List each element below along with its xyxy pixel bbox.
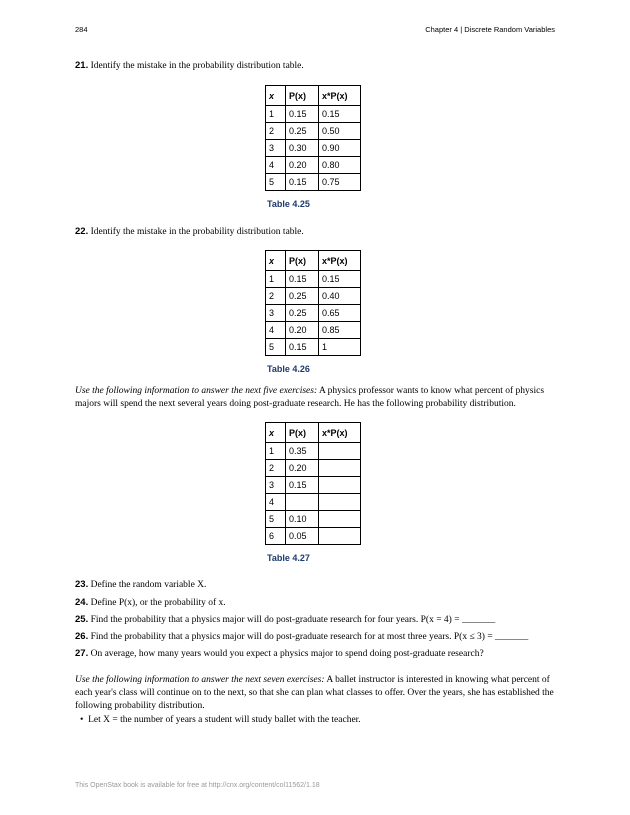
- cell-x: 5: [266, 511, 286, 528]
- question-25: [75, 613, 560, 627]
- cell-px: 0.15: [286, 339, 319, 356]
- column-header-xpx: x*P(x): [319, 251, 361, 271]
- cell-x: 5: [266, 174, 286, 191]
- cell-px: 0.15: [286, 174, 319, 191]
- bullet-marker: •: [80, 715, 84, 725]
- question-text: Identify the mistake in the probability distribution table.: [90, 61, 304, 71]
- column-header-px: P(x): [286, 251, 319, 271]
- cell-xpx: [319, 460, 361, 477]
- list-item-text: Let X = the number of years a student will study ballet with the teacher.: [88, 715, 361, 725]
- column-header-x: x: [266, 86, 286, 106]
- intro-text: A ballet instructor is interested in knowing what percent of each year's class will continue on to the next, so that she can plan what classes to offer. Over the years, she has established the following probability distribution.: [75, 675, 554, 711]
- question-text: On average, how many years would you expect a physics major to spend doing post-graduate research?: [90, 649, 484, 659]
- cell-xpx: 0.85: [319, 322, 361, 339]
- table-header-row: [266, 423, 361, 443]
- intro-text: A physics professor wants to know what percent of physics majors will spend the next several years doing post-graduate research. He has the following probability distribution.: [75, 386, 545, 409]
- cell-x: 6: [266, 528, 286, 545]
- column-header-xpx: x*P(x): [319, 423, 361, 443]
- table-row: [266, 140, 361, 157]
- cell-x: 3: [266, 477, 286, 494]
- page-number: 284: [75, 25, 88, 34]
- cell-xpx: [319, 477, 361, 494]
- column-header-x: x: [266, 251, 286, 271]
- question-number: 26.: [75, 631, 89, 642]
- table-row: [266, 305, 361, 322]
- cell-xpx: 0.40: [319, 288, 361, 305]
- cell-xpx: 0.65: [319, 305, 361, 322]
- cell-px: 0.10: [286, 511, 319, 528]
- question-21: [75, 59, 560, 73]
- cell-x: 2: [266, 288, 286, 305]
- cell-px: 0.35: [286, 443, 319, 460]
- question-number: 22.: [75, 226, 89, 237]
- table-row: [266, 511, 361, 528]
- cell-xpx: [319, 494, 361, 511]
- cell-x: 4: [266, 322, 286, 339]
- cell-px: 0.05: [286, 528, 319, 545]
- table-row: [266, 494, 361, 511]
- cell-xpx: 0.50: [319, 123, 361, 140]
- table-caption: Table 4.26: [267, 364, 310, 374]
- table-header-row: [266, 251, 361, 271]
- column-header-xpx: x*P(x): [319, 86, 361, 106]
- cell-xpx: 1: [319, 339, 361, 356]
- cell-px: 0.20: [286, 322, 319, 339]
- exercise-intro-seven: [75, 674, 560, 713]
- cell-xpx: 0.15: [319, 271, 361, 288]
- question-27: [75, 647, 560, 661]
- cell-x: 1: [266, 106, 286, 123]
- cell-px: 0.15: [286, 477, 319, 494]
- question-26: [75, 630, 560, 644]
- exercise-intro-five: [75, 385, 560, 411]
- cell-px: [286, 494, 319, 511]
- question-23: [75, 578, 560, 592]
- list-item: [80, 715, 361, 725]
- table-row: [266, 528, 361, 545]
- page-footer: This OpenStax book is available for free at http://cnx.org/content/col11562/1.18: [75, 782, 320, 789]
- column-header-px: P(x): [286, 423, 319, 443]
- question-text: Identify the mistake in the probability distribution table.: [90, 227, 304, 237]
- question-number: 21.: [75, 60, 89, 71]
- cell-px: 0.30: [286, 140, 319, 157]
- table-row: [266, 288, 361, 305]
- probability-table-4-26: [265, 250, 361, 356]
- table-caption: Table 4.25: [267, 199, 310, 209]
- cell-px: 0.15: [286, 106, 319, 123]
- table-caption: Table 4.27: [267, 553, 310, 563]
- cell-x: 4: [266, 494, 286, 511]
- table-row: [266, 123, 361, 140]
- cell-xpx: 0.15: [319, 106, 361, 123]
- cell-px: 0.15: [286, 271, 319, 288]
- table-row: [266, 477, 361, 494]
- cell-xpx: [319, 528, 361, 545]
- cell-px: 0.20: [286, 157, 319, 174]
- question-number: 25.: [75, 614, 89, 625]
- cell-x: 2: [266, 460, 286, 477]
- question-number: 23.: [75, 579, 89, 590]
- table-row: [266, 322, 361, 339]
- cell-px: 0.25: [286, 123, 319, 140]
- column-header-x: x: [266, 423, 286, 443]
- table-row: [266, 339, 361, 356]
- table-row: [266, 271, 361, 288]
- cell-xpx: 0.80: [319, 157, 361, 174]
- probability-table-4-27: [265, 422, 361, 545]
- cell-xpx: [319, 443, 361, 460]
- table-row: [266, 443, 361, 460]
- table-row: [266, 157, 361, 174]
- probability-table-4-25: [265, 85, 361, 191]
- question-number: 27.: [75, 648, 89, 659]
- table-row: [266, 106, 361, 123]
- question-24: [75, 596, 560, 610]
- table-row: [266, 174, 361, 191]
- intro-italic: Use the following information to answer the next seven exercises:: [75, 675, 325, 685]
- cell-px: 0.25: [286, 305, 319, 322]
- table-row: [266, 460, 361, 477]
- question-text: Define P(x), or the probability of x.: [90, 598, 226, 608]
- cell-x: 4: [266, 157, 286, 174]
- cell-x: 1: [266, 271, 286, 288]
- column-header-px: P(x): [286, 86, 319, 106]
- cell-x: 2: [266, 123, 286, 140]
- question-text: Define the random variable X.: [90, 580, 207, 590]
- question-text: Find the probability that a physics major will do post-graduate research for at most three years. P(x ≤ 3) = _______: [90, 632, 529, 642]
- table-header-row: [266, 86, 361, 106]
- cell-xpx: [319, 511, 361, 528]
- cell-x: 1: [266, 443, 286, 460]
- cell-x: 3: [266, 140, 286, 157]
- chapter-header: Chapter 4 | Discrete Random Variables: [425, 25, 555, 34]
- cell-x: 5: [266, 339, 286, 356]
- question-22: [75, 225, 560, 239]
- cell-px: 0.20: [286, 460, 319, 477]
- cell-xpx: 0.75: [319, 174, 361, 191]
- question-number: 24.: [75, 597, 89, 608]
- cell-px: 0.25: [286, 288, 319, 305]
- intro-italic: Use the following information to answer the next five exercises:: [75, 386, 318, 396]
- cell-x: 3: [266, 305, 286, 322]
- cell-xpx: 0.90: [319, 140, 361, 157]
- question-text: Find the probability that a physics major will do post-graduate research for four years. P(x = 4) = _______: [90, 615, 496, 625]
